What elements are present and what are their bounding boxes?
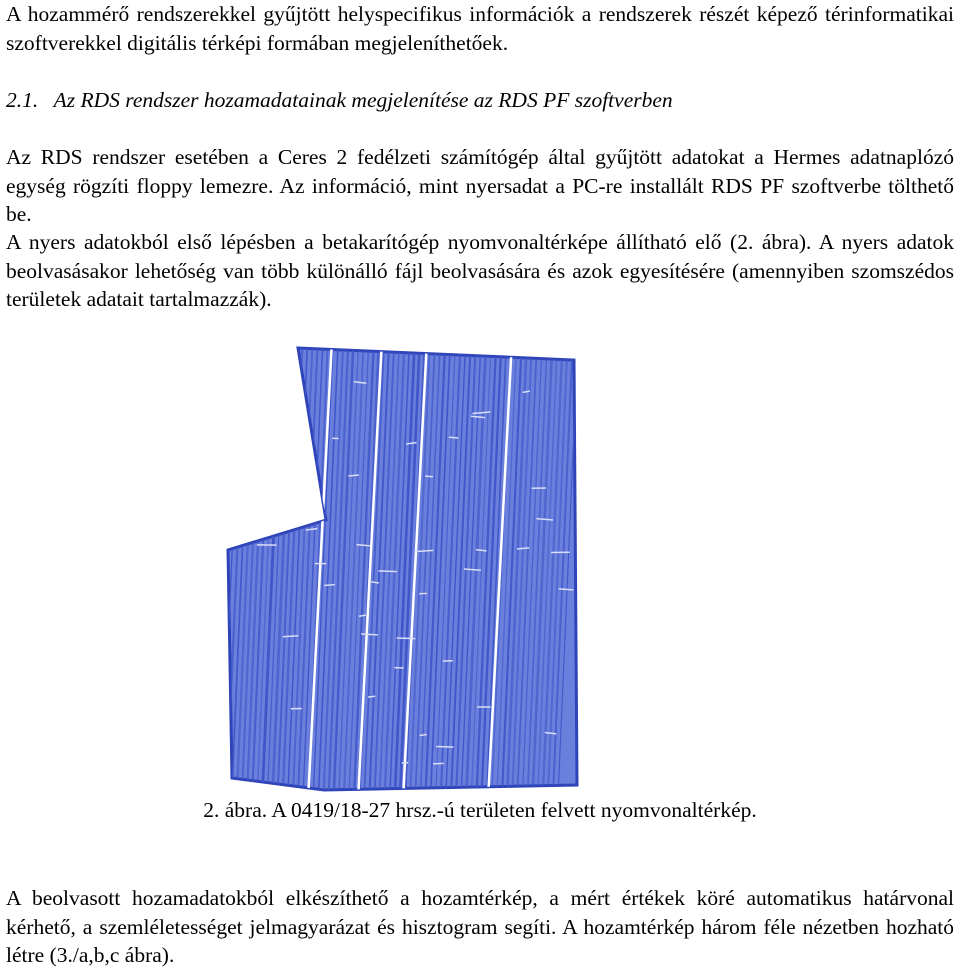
track-mark: [361, 634, 378, 635]
track-mark: [420, 735, 427, 736]
track-line: [222, 340, 226, 800]
track-mark: [359, 615, 366, 616]
track-mark: [241, 499, 248, 500]
section-number: 2.1.: [6, 88, 38, 112]
track-mark: [379, 571, 397, 572]
section-heading: [6, 86, 954, 115]
track-mark: [559, 589, 574, 590]
figure-caption: 2. ábra. A 0419/18-27 hrsz.-ú területen felvett nyomvonaltérkép.: [0, 796, 960, 824]
track-mark: [283, 636, 298, 637]
track-mark: [425, 476, 433, 477]
track-mark: [348, 475, 358, 476]
body-paragraph-3: A beolvasott hozamadatokból elkészíthető a hozamtérkép, a mért értékek köré automatikus határvonal kérhető, a szemléletességet jelmagyarázat és hisztogram segíti. A hozamtérkép három féle nézetben hozható létre (3./a,b,c ábra).: [6, 884, 954, 970]
track-mark: [397, 638, 416, 639]
track-mark: [368, 696, 375, 697]
body-paragraph-2: A nyers adatokból első lépésben a betakarítógép nyomvonaltérképe állítható elő (2. ábra). A nyers adatok beolvasásakor lehetőség van több különálló fájl beolvasására és azok egyesítésére (amennyiben szomszédos területek adatait tartalmazzák).: [6, 228, 954, 314]
body-paragraph-1: Az RDS rendszer esetében a Ceres 2 fedélzeti számítógép által gyűjtött adatokat a Hermes adatnaplózó egység rögzíti floppy lemezre. Az információ, mint nyersadat a PC-re installált RDS PF szoftverbe tölthető be.: [6, 143, 954, 229]
track-map-figure: [222, 340, 614, 800]
track-mark: [449, 437, 458, 438]
intro-paragraph: A hozammérő rendszerekkel gyűjtött helyspecifikus információk a rendszerek részét képező térinformatikai szoftverekkel digitális térképi formában megjeleníthetőek.: [6, 0, 954, 57]
track-mark: [436, 747, 453, 748]
track-mark: [324, 585, 335, 586]
section-title: Az RDS rendszer hozamadatainak megjelenítése az RDS PF szoftverben: [54, 88, 673, 112]
